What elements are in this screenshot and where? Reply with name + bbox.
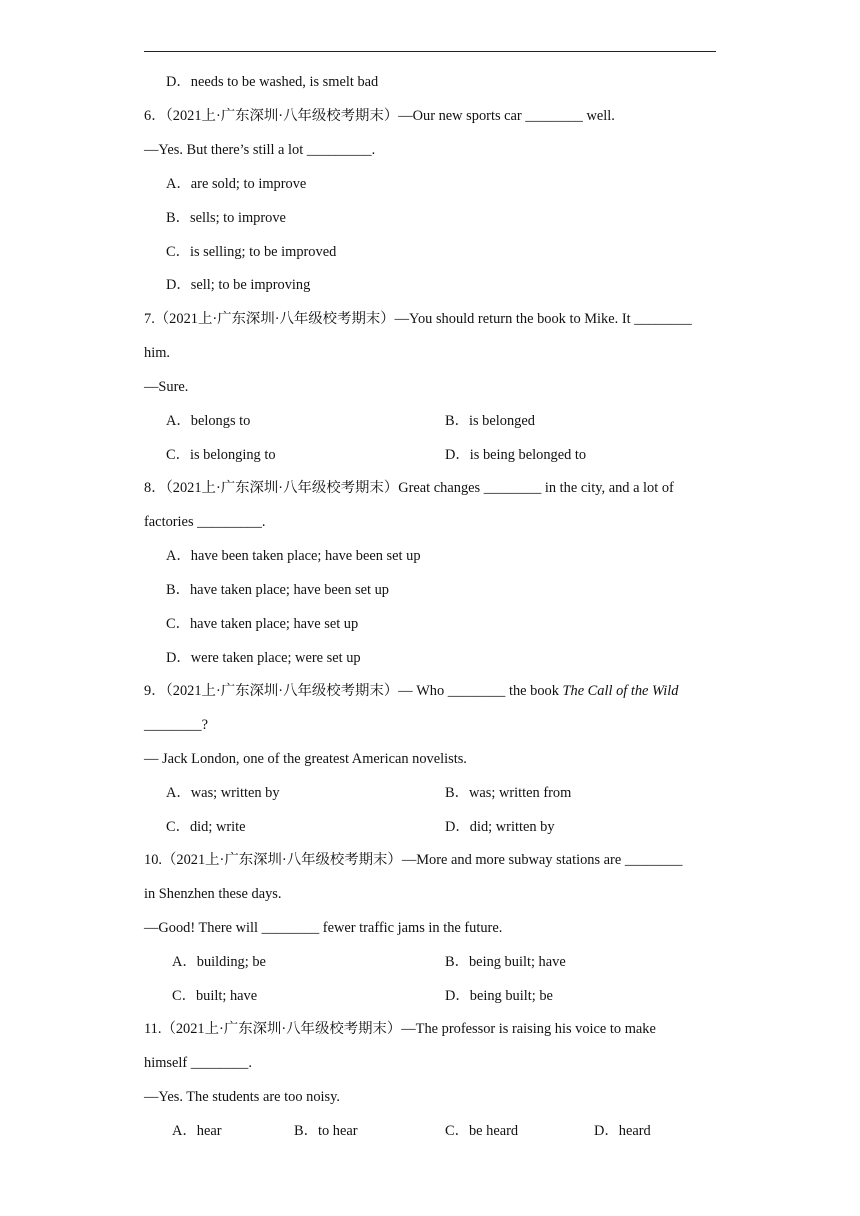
- header-rule: [144, 51, 716, 52]
- q7-option-c: C．is belonging to: [166, 447, 276, 463]
- q9-option-a: A．was; written by: [166, 785, 280, 801]
- q11-option-d: D．heard: [594, 1123, 651, 1139]
- q10-option-b: B．being built; have: [445, 954, 566, 970]
- q10-option-d: D．being built; be: [445, 988, 553, 1004]
- q6-option-a: A．are sold; to improve: [166, 176, 307, 192]
- q8-option-b: B．have taken place; have been set up: [166, 582, 389, 598]
- q7-stem-cont: him.: [144, 345, 170, 361]
- q7-option-b: B．is belonged: [445, 413, 535, 429]
- q5-option-d: D．needs to be washed, is smelt bad: [166, 74, 379, 90]
- q6-option-b: B．sells; to improve: [166, 210, 286, 226]
- q6-option-d: D．sell; to be improving: [166, 277, 311, 293]
- q6-reply: —Yes. But there’s still a lot _________.: [144, 142, 376, 158]
- q9-option-c: C．did; write: [166, 819, 246, 835]
- q9-stem-text: 9．（2021上·广东深圳·八年级校考期末）— Who ________ the book: [144, 683, 563, 699]
- q10-stem-cont: in Shenzhen these days.: [144, 886, 282, 902]
- q9-reply: — Jack London, one of the greatest American novelists.: [144, 751, 467, 767]
- q7-option-a: A．belongs to: [166, 413, 251, 429]
- q11-option-c: C．be heard: [445, 1123, 519, 1139]
- q9-stem-cont: ________?: [144, 717, 208, 733]
- q11-option-a: A．hear: [172, 1123, 222, 1139]
- q9-book-title: The Call of the Wild: [562, 683, 679, 699]
- q8-option-a: A．have been taken place; have been set up: [166, 548, 421, 564]
- q11-stem-cont: himself ________.: [144, 1055, 252, 1071]
- q10-stem: 10.（2021上·广东深圳·八年级校考期末）—More and more subway stations are ________: [144, 852, 683, 868]
- q8-stem: 8．（2021上·广东深圳·八年级校考期末）Great changes ________ in the city, and a lot of: [144, 480, 674, 496]
- q10-option-c: C．built; have: [172, 988, 258, 1004]
- q7-stem: 7.（2021上·广东深圳·八年级校考期末）—You should return the book to Mike. It ________: [144, 311, 692, 327]
- q11-reply: —Yes. The students are too noisy.: [144, 1089, 341, 1105]
- q7-reply: —Sure.: [144, 379, 189, 395]
- q6-stem: 6．（2021上·广东深圳·八年级校考期末）—Our new sports car ________ well.: [144, 108, 615, 124]
- q10-option-a: A．building; be: [172, 954, 266, 970]
- q7-option-d: D．is being belonged to: [445, 447, 587, 463]
- q11-stem: 11.（2021上·广东深圳·八年级校考期末）—The professor is raising his voice to make: [144, 1021, 656, 1037]
- q9-option-b: B．was; written from: [445, 785, 572, 801]
- q6-option-c: C．is selling; to be improved: [166, 244, 337, 260]
- q8-option-d: D．were taken place; were set up: [166, 650, 361, 666]
- q11-option-b: B．to hear: [294, 1123, 358, 1139]
- q8-option-c: C．have taken place; have set up: [166, 616, 359, 632]
- q9-option-d: D．did; written by: [445, 819, 555, 835]
- q9-stem: [144, 681, 724, 701]
- q10-reply: —Good! There will ________ fewer traffic jams in the future.: [144, 920, 503, 936]
- q8-stem-cont: factories _________.: [144, 514, 266, 530]
